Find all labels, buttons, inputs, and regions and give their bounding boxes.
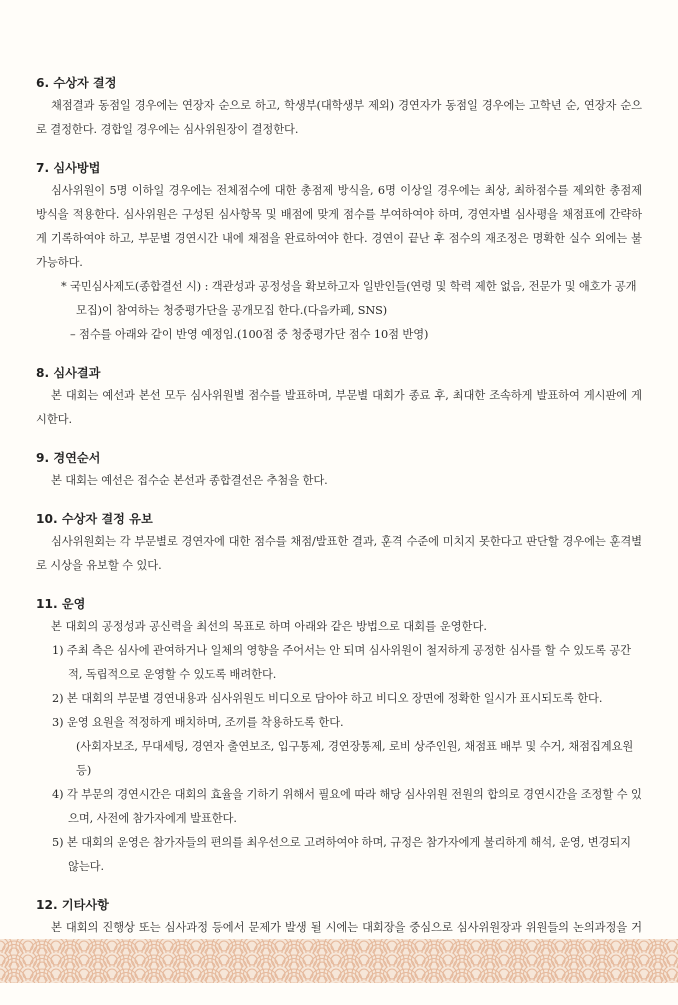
list-item: 5) 본 대회의 운영은 참가자들의 편의를 최우선으로 고려하여야 하며, 규정은 참가자에게 불리하게 해석, 운영, 변경되지 않는다. (52, 836, 631, 873)
section-heading: 6. 수상자 결정 (36, 76, 117, 90)
section-paragraph: 채점결과 동점일 경우에는 연장자 순으로 하고, 학생부(대학생부 제외) 경연자가 동점일 경우에는 고학년 순, 연장자 순으로 결정한다. 경합일 경우에는 심사위원장이 결정한다. (36, 99, 642, 136)
section-10 (36, 510, 642, 578)
note-text: * 국민심사제도(종합결선 시) : 객관성과 공정성을 확보하고자 일반인들(연령 및 학력 제한 없음, 전문가 및 애호가 공개모집)이 참여하는 청중평가단을 공개모집 한다.(다음카페, SNS) (61, 280, 637, 317)
section-6 (36, 74, 642, 142)
section-paragraph: 심사위원회는 각 부문별로 경연자에 대한 점수를 채점/발표한 결과, 훈격 수준에 미치지 못한다고 판단할 경우에는 훈격별로 시상을 유보할 수 있다. (36, 535, 642, 572)
list-item: 2) 본 대회의 부문별 경연내용과 심사위원도 비디오로 담아야 하고 비디오 장면에 정확한 일시가 표시되도록 한다. (52, 692, 603, 705)
section-intro: 본 대회의 공정성과 공신력을 최선의 목표로 하며 아래와 같은 방법으로 대회를 운영한다. (51, 620, 487, 633)
subnote-text: – 점수를 아래와 같이 반영 예정임.(100점 중 청중평가단 점수 10점 반영) (70, 328, 429, 341)
list-item: 4) 각 부문의 경연시간은 대회의 효율을 기하기 위해서 필요에 따라 해당 심사위원 전원의 합의로 경연시간을 조정할 수 있으며, 사전에 참가자에게 발표한다. (52, 788, 642, 825)
section-paragraph: 본 대회의 진행상 또는 심사과정 등에서 문제가 발생 될 시에는 대회장을 중심으로 심사위원장과 위원들의 논의과정을 거 (51, 921, 642, 934)
section-heading: 11. 운영 (36, 597, 86, 611)
section-heading: 12. 기타사항 (36, 898, 109, 912)
section-heading: 10. 수상자 결정 유보 (36, 512, 153, 526)
list-item: 1) 주최 측은 심사에 관여하거나 일체의 영향을 주어서는 안 되며 심사위원이 철저하게 공정한 심사를 할 수 있도록 공간적, 독립적으로 운영할 수 있도록 배려한다. (52, 644, 631, 681)
section-paragraph: 심사위원이 5명 이하일 경우에는 전체점수에 대한 총점제 방식을, 6명 이상일 경우에는 최상, 최하점수를 제외한 총점제 방식을 적용한다. 심사위원은 구성된 심사항목 및 배점에 맞게 점수를 부여하여야 하며, 경연자별 심사평을 채점표에 간략하게 기록하여야 하고, 부문별 경연시간 내에 채점을 완료하여야 한다. 경연이 끝난 후 점수의 재조정은 명확한 실수 외에는 불가능하다. (36, 184, 642, 269)
document-body (36, 74, 642, 1005)
section-heading: 8. 심사결과 (36, 366, 101, 380)
section-heading: 9. 경연순서 (36, 451, 101, 465)
section-heading: 7. 심사방법 (36, 161, 101, 175)
section-9 (36, 449, 642, 493)
section-paragraph: 본 대회는 예선은 접수순 본선과 종합결선은 추첨을 한다. (51, 474, 328, 487)
operation-list (36, 639, 642, 879)
section-8 (36, 364, 642, 432)
section-11 (36, 595, 642, 879)
section-7 (36, 159, 642, 347)
list-item-detail: (사회자보조, 무대세팅, 경연자 출연보조, 입구통제, 경연장통제, 로비 상주인원, 채점표 배부 및 수거, 채점집계요원 등) (76, 740, 634, 777)
list-item: 3) 운영 요원을 적정하게 배치하며, 조끼를 착용하도록 한다. (52, 716, 344, 729)
footer-wave-pattern (0, 939, 678, 983)
section-paragraph: 본 대회는 예선과 본선 모두 심사위원별 점수를 발표하며, 부문별 대회가 종료 후, 최대한 조속하게 발표하여 게시판에 게시한다. (36, 389, 642, 426)
